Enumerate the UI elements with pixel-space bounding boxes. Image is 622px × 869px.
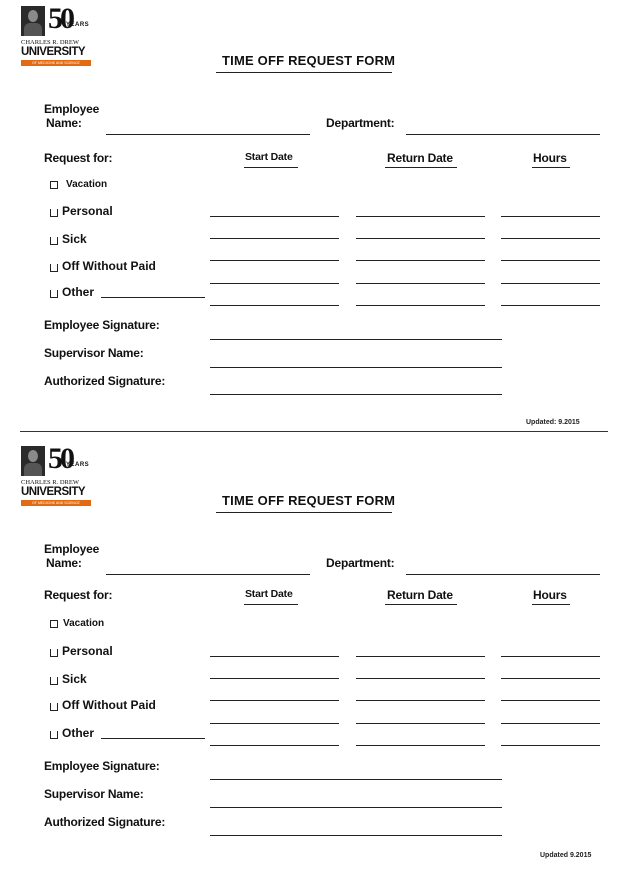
off-without-paid-label: Off Without Paid bbox=[62, 698, 156, 712]
logo-university: UNIVERSITY bbox=[21, 486, 86, 498]
other-start-field-b[interactable] bbox=[210, 745, 339, 746]
sick-return-field[interactable] bbox=[356, 238, 485, 239]
supervisor-name-field[interactable] bbox=[210, 367, 502, 368]
personal-checkbox[interactable] bbox=[50, 209, 58, 217]
logo-fifty: 50 bbox=[48, 442, 72, 475]
personal-start-field[interactable] bbox=[210, 216, 339, 217]
personal-label: Personal bbox=[62, 644, 113, 658]
form-title: TIME OFF REQUEST FORM bbox=[222, 493, 396, 508]
authorized-signature-label: Authorized Signature: bbox=[44, 815, 166, 829]
supervisor-name-label: Supervisor Name: bbox=[44, 787, 144, 801]
employee-signature-field[interactable] bbox=[210, 339, 502, 340]
request-for-label: Request for: bbox=[44, 151, 113, 165]
updated-note: Updated 9.2015 bbox=[540, 852, 592, 859]
other-hours-field-b[interactable] bbox=[501, 745, 600, 746]
name-label: Name: bbox=[46, 556, 82, 570]
start-date-underline bbox=[244, 604, 298, 605]
vacation-label: Vacation bbox=[66, 179, 108, 190]
off-without-paid-label: Off Without Paid bbox=[62, 259, 156, 273]
title-underline bbox=[216, 72, 392, 73]
logo-tagline: OF MEDICINE AND SCIENCE bbox=[21, 60, 91, 66]
personal-start-field[interactable] bbox=[210, 656, 339, 657]
off-without-paid-checkbox[interactable] bbox=[50, 264, 58, 272]
personal-hours-field[interactable] bbox=[501, 656, 600, 657]
other-start-field-b[interactable] bbox=[210, 305, 339, 306]
personal-label: Personal bbox=[62, 204, 113, 218]
sick-hours-field[interactable] bbox=[501, 238, 600, 239]
other-specify-field[interactable] bbox=[101, 297, 205, 298]
off-return-field[interactable] bbox=[356, 700, 485, 701]
off-hours-field[interactable] bbox=[501, 260, 600, 261]
return-date-underline bbox=[385, 604, 457, 605]
authorized-signature-label: Authorized Signature: bbox=[44, 374, 166, 388]
personal-return-field[interactable] bbox=[356, 656, 485, 657]
other-specify-field[interactable] bbox=[101, 738, 205, 739]
sick-start-field[interactable] bbox=[210, 678, 339, 679]
logo-tagline: OF MEDICINE AND SCIENCE bbox=[21, 500, 91, 506]
portrait-image bbox=[21, 446, 45, 476]
other-hours-field-b[interactable] bbox=[501, 305, 600, 306]
off-start-field[interactable] bbox=[210, 700, 339, 701]
sick-label: Sick bbox=[62, 672, 87, 686]
return-date-header: Return Date bbox=[387, 588, 453, 602]
start-date-header: Start Date bbox=[245, 588, 293, 600]
department-label: Department: bbox=[326, 116, 395, 130]
vacation-checkbox[interactable] bbox=[50, 620, 58, 628]
off-hours-field[interactable] bbox=[501, 700, 600, 701]
department-label: Department: bbox=[326, 556, 395, 570]
return-date-header: Return Date bbox=[387, 151, 453, 165]
supervisor-name-label: Supervisor Name: bbox=[44, 346, 144, 360]
form-divider bbox=[20, 431, 608, 432]
form-title: TIME OFF REQUEST FORM bbox=[222, 53, 396, 68]
other-return-field-b[interactable] bbox=[356, 745, 485, 746]
employee-label: Employee bbox=[44, 542, 100, 556]
employee-name-field[interactable] bbox=[106, 574, 310, 575]
other-checkbox[interactable] bbox=[50, 731, 58, 739]
personal-return-field[interactable] bbox=[356, 216, 485, 217]
logo-fifty: 50 bbox=[48, 2, 72, 35]
sick-label: Sick bbox=[62, 232, 87, 246]
employee-name-field[interactable] bbox=[106, 134, 310, 135]
other-start-field-a[interactable] bbox=[210, 723, 339, 724]
employee-label: Employee bbox=[44, 102, 100, 116]
authorized-signature-field[interactable] bbox=[210, 394, 502, 395]
request-for-label: Request for: bbox=[44, 588, 113, 602]
hours-header: Hours bbox=[533, 151, 567, 165]
logo-college-name: CHARLES R. DREW bbox=[21, 479, 79, 486]
vacation-label: Vacation bbox=[63, 618, 105, 629]
employee-signature-label: Employee Signature: bbox=[44, 318, 160, 332]
logo-university: UNIVERSITY bbox=[21, 46, 86, 58]
title-underline bbox=[216, 512, 392, 513]
sick-checkbox[interactable] bbox=[50, 237, 58, 245]
employee-signature-label: Employee Signature: bbox=[44, 759, 160, 773]
personal-hours-field[interactable] bbox=[501, 216, 600, 217]
vacation-checkbox[interactable] bbox=[50, 181, 58, 189]
start-date-header: Start Date bbox=[245, 151, 293, 163]
department-field[interactable] bbox=[406, 134, 600, 135]
hours-header: Hours bbox=[533, 588, 567, 602]
return-date-underline bbox=[385, 167, 457, 168]
other-label: Other bbox=[62, 726, 95, 740]
logo-college-name: CHARLES R. DREW bbox=[21, 39, 79, 46]
other-start-field-a[interactable] bbox=[210, 283, 339, 284]
hours-underline bbox=[532, 167, 570, 168]
department-field[interactable] bbox=[406, 574, 600, 575]
other-label: Other bbox=[62, 285, 95, 299]
other-hours-field-a[interactable] bbox=[501, 723, 600, 724]
other-checkbox[interactable] bbox=[50, 290, 58, 298]
sick-return-field[interactable] bbox=[356, 678, 485, 679]
name-label: Name: bbox=[46, 116, 82, 130]
portrait-image bbox=[21, 6, 45, 36]
authorized-signature-field[interactable] bbox=[210, 835, 502, 836]
university-logo bbox=[21, 2, 93, 72]
supervisor-name-field[interactable] bbox=[210, 807, 502, 808]
sick-hours-field[interactable] bbox=[501, 678, 600, 679]
sick-checkbox[interactable] bbox=[50, 677, 58, 685]
off-return-field[interactable] bbox=[356, 260, 485, 261]
logo-years: YEARS bbox=[66, 462, 90, 468]
university-logo bbox=[21, 442, 93, 512]
updated-note: Updated: 9.2015 bbox=[526, 419, 580, 426]
sick-start-field[interactable] bbox=[210, 238, 339, 239]
employee-signature-field[interactable] bbox=[210, 779, 502, 780]
start-date-underline bbox=[244, 167, 298, 168]
personal-checkbox[interactable] bbox=[50, 649, 58, 657]
other-return-field-a[interactable] bbox=[356, 723, 485, 724]
other-hours-field-a[interactable] bbox=[501, 283, 600, 284]
other-return-field-a[interactable] bbox=[356, 283, 485, 284]
hours-underline bbox=[532, 604, 570, 605]
off-start-field[interactable] bbox=[210, 260, 339, 261]
logo-years: YEARS bbox=[66, 22, 90, 28]
other-return-field-b[interactable] bbox=[356, 305, 485, 306]
off-without-paid-checkbox[interactable] bbox=[50, 703, 58, 711]
